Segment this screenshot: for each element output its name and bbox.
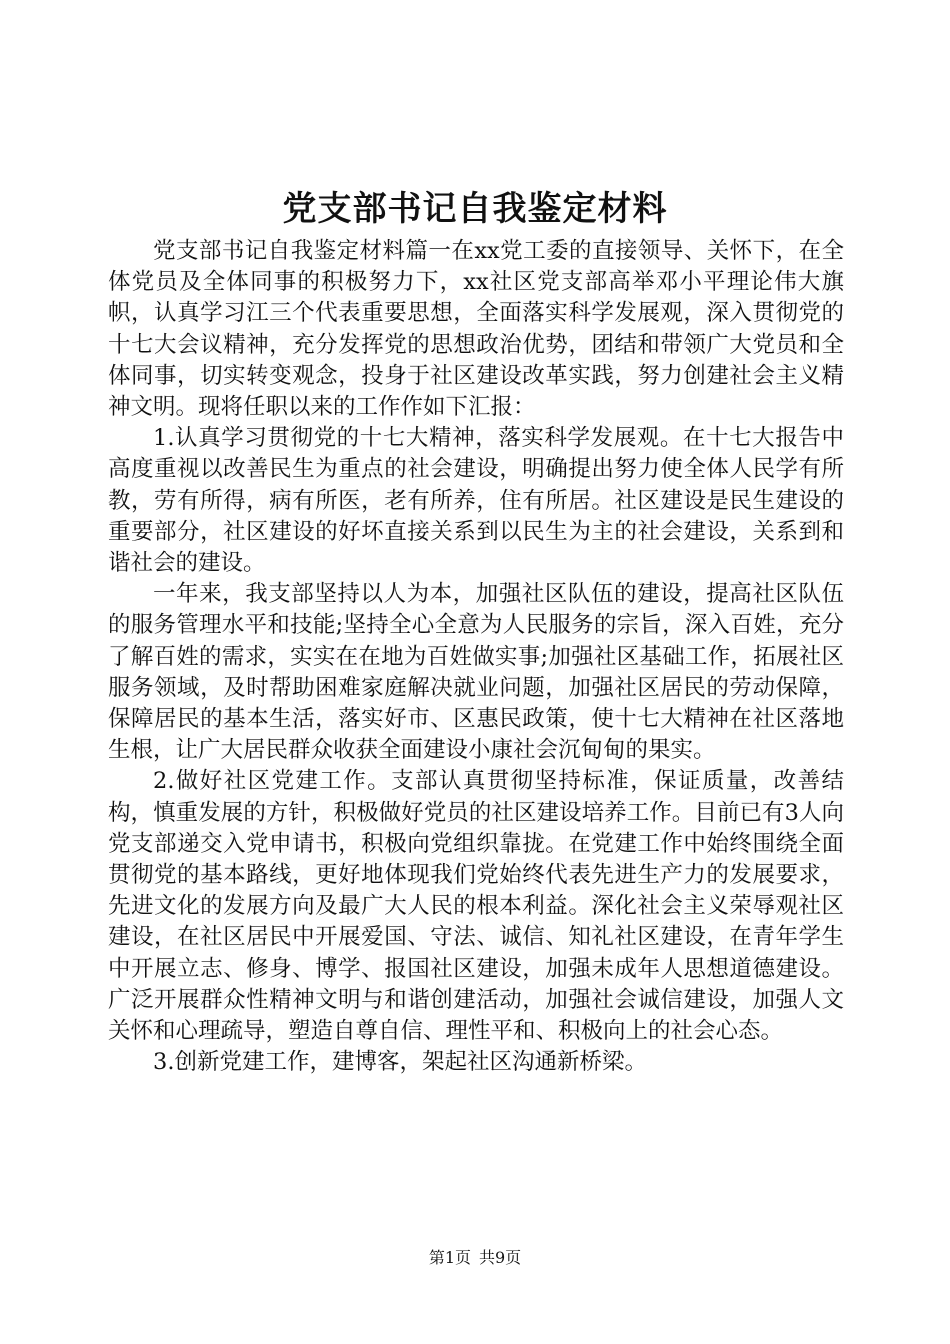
- paragraph-item-3: 3.创新党建工作，建博客，架起社区沟通新桥梁。: [153, 1049, 647, 1076]
- page-footer: [0, 1247, 950, 1269]
- page-total: 共9页: [479, 1248, 522, 1267]
- paragraph-item-1: 1.认真学习贯彻党的十七大精神，落实科学发展观。在十七大报告中高度重视以改善民生为重点的社会建设，明确提出努力使全体人民学有所教，劳有所得，病有所医，老有所养，住有所居。社区建设是民生建设的重要部分，社区建设的好坏直接关系到以民生为主的社会建设，关系到和谐社会的建设。: [108, 425, 844, 577]
- paragraph-item-2: 2.做好社区党建工作。支部认真贯彻坚持标准，保证质量，改善结构，慎重发展的方针，积极做好党员的社区建设培养工作。目前已有3人向党支部递交入党申请书，积极向党组织靠拢。在党建工作中始终围绕全面贯彻党的基本路线，更好地体现我们党始终代表先进生产力的发展要求，先进文化的发展方向及最广大人民的根本利益。深化社会主义荣辱观社区建设，在社区居民中开展爱国、守法、诚信、知礼社区建设，在青年学生中开展立志、修身、博学、报国社区建设，加强未成年人思想道德建设。广泛开展群众性精神文明与和谐创建活动，加强社会诚信建设，加强人文关怀和心理疏导，塑造自尊自信、理性平和、积极向上的社会心态。: [108, 768, 844, 1045]
- page-number: 第1页: [428, 1248, 471, 1267]
- paragraph-intro: 党支部书记自我鉴定材料篇一在xx党工委的直接领导、关怀下，在全体党员及全体同事的积极努力下，xx社区党支部高举邓小平理论伟大旗帜，认真学习江三个代表重要思想，全面落实科学发展观，深入贯彻党的十七大会议精神，充分发挥党的思想政治优势，团结和带领广大党员和全体同事，切实转变观念，投身于社区建设改革实践，努力创建社会主义精神文明。现将任职以来的工作作如下汇报：: [108, 238, 844, 421]
- paragraph-year-summary: 一年来，我支部坚持以人为本，加强社区队伍的建设，提高社区队伍的服务管理水平和技能;坚持全心全意为人民服务的宗旨，深入百姓，充分了解百姓的需求，实实在在地为百姓做实事;加强社区基础工作，拓展社区服务领域，及时帮助困难家庭解决就业问题，加强社区居民的劳动保障，保障居民的基本生活，落实好市、区惠民政策，使十七大精神在社区落地生根，让广大居民群众收获全面建设小康社会沉甸甸的果实。: [108, 581, 844, 764]
- document-title: 党支部书记自我鉴定材料: [282, 189, 668, 229]
- document-body: [108, 236, 844, 1078]
